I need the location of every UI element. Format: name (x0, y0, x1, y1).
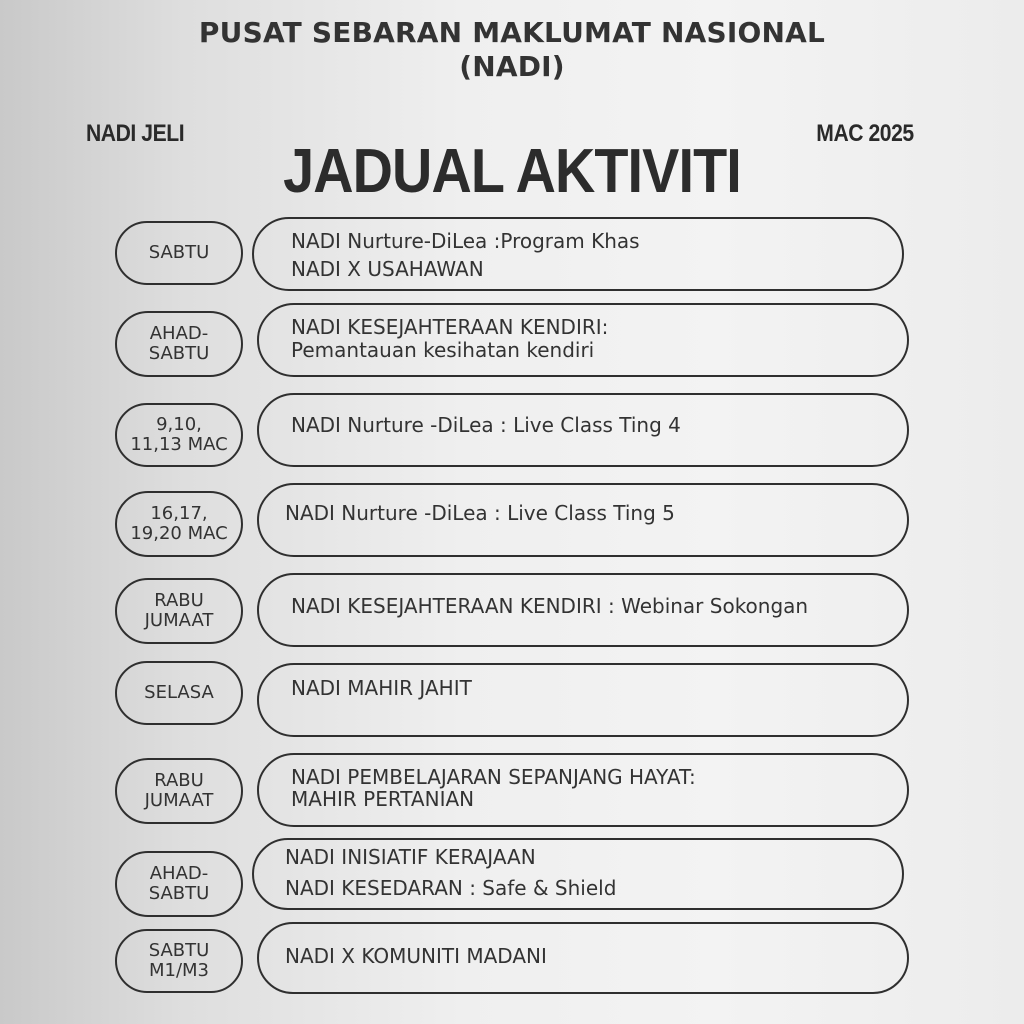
day-label: RABU (154, 590, 204, 611)
day-label: AHAD- (149, 323, 209, 344)
day-label: SABTU (148, 343, 210, 364)
activity-line: NADI KESEJAHTERAAN KENDIRI: (291, 315, 609, 339)
day-label: JUMAAT (144, 610, 214, 631)
day-label: SABTU (148, 940, 210, 961)
activity-line: NADI KESEDARAN : Safe & Shield (285, 876, 617, 900)
day-pill (115, 403, 243, 467)
day-label: 19,20 MAC (130, 523, 228, 544)
day-label: 16,17, (150, 503, 208, 524)
activity-line: NADI PEMBELAJARAN SEPANJANG HAYAT: (291, 765, 696, 789)
page-title-line2: (NADI) (459, 50, 565, 83)
day-pill (115, 929, 243, 993)
activity-line: NADI MAHIR JAHIT (291, 676, 472, 700)
day-pill (115, 758, 243, 824)
day-label: SELASA (144, 682, 214, 703)
day-label: M1/M3 (148, 960, 210, 981)
day-label: 9,10, (156, 414, 202, 435)
month-label: MAC 2025 (816, 120, 914, 147)
day-pill (115, 491, 243, 557)
day-label: JUMAAT (144, 790, 214, 811)
page-title-line1: PUSAT SEBARAN MAKLUMAT NASIONAL (198, 16, 826, 49)
activity-line: NADI KESEJAHTERAAN KENDIRI : Webinar Sokongan (291, 594, 809, 618)
activity-line: NADI Nurture -DiLea : Live Class Ting 4 (291, 413, 681, 437)
day-label: AHAD- (149, 863, 209, 884)
activity-line: NADI Nurture-DiLea :Program Khas (291, 229, 640, 253)
activity-line: Pemantauan kesihatan kendiri (291, 338, 595, 362)
day-pill (115, 221, 243, 285)
day-pill (115, 311, 243, 377)
activity-line: MAHIR PERTANIAN (291, 787, 475, 811)
activity-line: NADI X USAHAWAN (291, 257, 484, 281)
day-pill (115, 851, 243, 917)
activity-line: NADI INISIATIF KERAJAAN (285, 845, 536, 869)
activity-box (257, 663, 909, 737)
day-label: SABTU (148, 242, 210, 263)
schedule-heading: JADUAL AKTIVITI (283, 137, 741, 206)
day-label: SABTU (148, 883, 210, 904)
day-pill (115, 578, 243, 644)
day-label: 11,13 MAC (130, 434, 228, 455)
activity-line: NADI X KOMUNITI MADANI (285, 944, 547, 968)
activity-line: NADI Nurture -DiLea : Live Class Ting 5 (285, 501, 675, 525)
day-label: RABU (154, 770, 204, 791)
location-label: NADI JELI (86, 120, 185, 147)
day-pill (115, 661, 243, 725)
